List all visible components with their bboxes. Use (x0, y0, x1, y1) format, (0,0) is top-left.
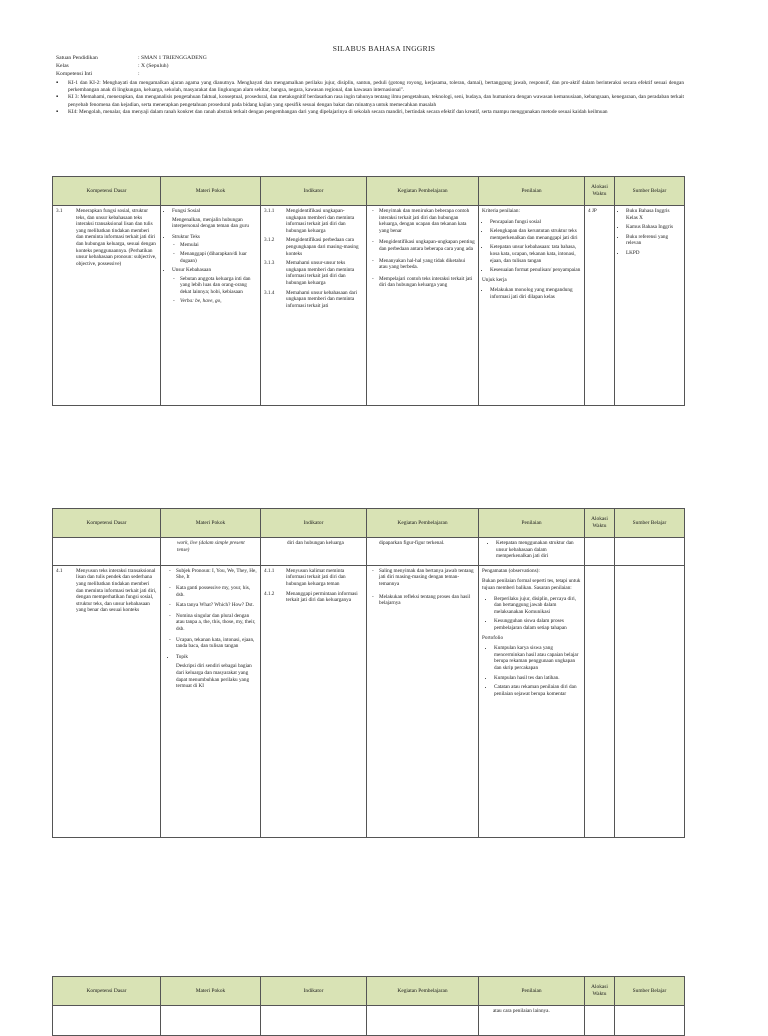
indikator-cell: diri dan hubungan keluarga (261, 538, 367, 566)
syllabus-table-2 (52, 508, 685, 838)
kd-text: Menerapkan fungsi sosial, struktur teks, dan unsur kebahasaan teks interaksi transaksional lisan dan tulis yang melibatkan tindakan memberi dan meminta informasi terkait jati diri dan hubungan keluarga, sesuai dengan konteks penggunaannya. (Perhatikan unsur kebahasaan pronoun: subjective, objective, possessive) (76, 208, 157, 267)
table-header-row (53, 177, 685, 206)
materi-subitem: - Ucapan, tekanan kata, intonasi, ejaan, tanda baca, dan tulisan tangan (176, 637, 257, 650)
materi-text: Mengenalkan, menjalin hubungan interpersonal dengan teman dan guru (172, 216, 249, 230)
alokasi-cell (585, 538, 615, 566)
info-value: : (138, 71, 140, 77)
kd-number: 3.1 (56, 208, 63, 214)
table-header-row (53, 509, 685, 538)
penilaian-item: • Berperilaku jujur, disiplin, percaya diri, dan bertanggung jawab dalam melaksanakan Komunikasi (494, 596, 581, 616)
materi-subitem: - Sebutan anggota keluarga inti dan yang lebih luas dan orang-orang dekat lainnya; hobi, kebiasaan (180, 276, 257, 296)
penilaian-heading: Unjuk kerja (482, 276, 507, 283)
info-label: Satuan Pendidikan (56, 55, 98, 61)
page-title: SILABUS BAHASA INGGRIS (332, 44, 436, 53)
penilaian-item: • Ketepatan unsur kebahasaan: tata bahasa, kosa kata, ucapan, tekanan kata, intonasi, ejaan, dan tulisan tangan (490, 244, 581, 264)
materi-cell (161, 1006, 261, 1036)
penilaian-cell: atau cara penilaian lainnya. (479, 1006, 585, 1036)
col-header: Materi Pokok (161, 177, 261, 206)
col-header: Penilaian (479, 509, 585, 538)
col-header: Indikator (261, 509, 367, 538)
table-row (53, 565, 685, 837)
table-row (53, 1006, 685, 1036)
penilaian-heading: Kriteria penilaian: (482, 208, 520, 214)
indikator-item: 3.1.1 Mengidentifikasi ungkapan-ungkapan memberi dan meminta informasi terkait jati diri dan hubungan keluarga (264, 208, 355, 234)
col-header: Sumber Belajar (615, 177, 685, 206)
kegiatan-cell (367, 565, 479, 837)
materi-heading: • Topik (176, 654, 257, 661)
info-label: Kompetensi Inti (56, 71, 93, 77)
sumber-cell (615, 565, 685, 837)
penilaian-item: • Melakukan monolog yang mengandung informasi jati diri dilapan kelas (490, 287, 581, 300)
materi-subitem: - Menanggapi (diharapkan/di luar dugaan) (180, 251, 257, 264)
materi-heading: Fungsi Sosial (172, 208, 201, 214)
ki-item: ▪ KI4: Mengolah, menalar, dan menyaji dalam ranah konkret dan ranah abstrak terkait dengan pengembangan dari yang dipelajarinya di sekolah secara mandiri, bertindak secara efektif dan kreatif, serta mampu menggunakan metode sesuai kaidah keilmuan (56, 109, 684, 116)
col-header: Penilaian (479, 177, 585, 206)
penilaian-item: • Kesesuaian format penulisan/ penyampaian (490, 267, 581, 274)
col-header: Alokasi Waktu (585, 177, 615, 206)
kegiatan-item: - Mempelajari contoh teks interaksi terkait jati diri dan hubungan keluarga yang (379, 276, 475, 289)
indikator-cell (261, 1006, 367, 1036)
sumber-item: • Buku referensi yang relevan (626, 234, 681, 247)
penilaian-cell (479, 538, 585, 566)
table-row (53, 206, 685, 406)
col-header: Kegiatan Pembelajaran (367, 509, 479, 538)
penilaian-text: Bukan penilaian formal seperti tes, tetapi untuk tujuan memberi balikan. Sasaran penilaian: (482, 578, 581, 591)
info-label: Kelas (56, 63, 69, 69)
materi-subitem: - Nomina singular dan plural dengan atau tanpa a, the, this, those, my, their, dsb. (176, 613, 257, 633)
materi-cell (161, 565, 261, 837)
ki-item: ▪ KI 3: Memahami, menerapkan, dan menganalisis pengetahuan faktual, konseptual, prosedural, dan metakognitif berdasarkan rasa ingin tahunya tentang ilmu pengetahuan, teknologi, seni, budaya, dan humaniora dengan wawasan kemanusiaan, kebangsaan, kenegaraan, dan peradaban terkait penyebab fenomena dan kejadian, serta menerapkan pengetahuan prosedural pada bidang kajian yang spesifik sesuai dengan bakat dan minatnya untuk memecahkan masalah (56, 94, 684, 108)
col-header: Penilaian (479, 977, 585, 1006)
col-header: Sumber Belajar (615, 509, 685, 538)
syllabus-table-3 (52, 976, 685, 1036)
kegiatan-item: - Mengidentifikasi ungkapan-ungkapan penting dan perbedaan antara beberapa cara yang ada (379, 239, 475, 252)
materi-subitem: - Kata ganti possessive my, your, his, dsb. (176, 585, 257, 598)
materi-text: Deskripsi diri sendiri sebagai bagian dari keluarga dan masyarakat yang dapat menumbuhkan perilaku yang termuat di KI (176, 663, 252, 690)
kd-number: 4.1 (56, 567, 63, 574)
col-header: Kegiatan Pembelajaran (367, 977, 479, 1006)
kd-cell (53, 206, 161, 406)
col-header: Kompetensi Dasar (53, 977, 161, 1006)
col-header: Indikator (261, 177, 367, 206)
materi-cell: work, live (dalam simple present tense) (161, 538, 261, 566)
indikator-cell (261, 565, 367, 837)
sumber-cell (615, 538, 685, 566)
materi-heading: Struktur Teks (172, 233, 200, 240)
table-header-row (53, 977, 685, 1006)
col-header: Materi Pokok (161, 509, 261, 538)
indikator-item: 3.1.3 Memahami unsur-unsur teks ungkapan memberi dan meminta informasi terkait jati diri dan hubungan keluarga (264, 260, 355, 286)
penilaian-cell (479, 206, 585, 406)
info-value: : X (Sepuluh) (138, 63, 169, 69)
kd-cell (53, 1006, 161, 1036)
penilaian-item: • Catatan atau rekaman penilaian diri dan penilaian sejawat berupa komentar (494, 684, 581, 697)
sumber-cell (615, 206, 685, 406)
syllabus-table-1 (52, 176, 685, 406)
indikator-item: 3.1.4 Memahami unsur kebahasaan dari ungkapan memberi dan meminta informasi terkait jati (264, 289, 358, 309)
penilaian-item: • Kumpulan hasil tes dan latihan. (494, 675, 581, 682)
alokasi-cell (585, 565, 615, 837)
kd-cell (53, 565, 161, 837)
kegiatan-cell (367, 206, 479, 406)
info-row-kelas (56, 63, 168, 69)
table-row (53, 538, 685, 566)
sumber-cell (615, 1006, 685, 1036)
kegiatan-cell: dipaparkan figur-figur terkenal. (367, 538, 479, 566)
info-value: : SMAN 1 TRIENGGADENG (138, 55, 207, 61)
penilaian-item: • Ketepatan menggunakan struktur dan unsur kebahasaan dalam memperkenalkan jati diri (496, 540, 581, 560)
penilaian-item: • Kumpulan karya siswa yang mencerminkan hasil atau capaian belajar berupa rekaman penggunaan ungkapan dan skrip percakapan (494, 645, 581, 671)
kegiatan-item: - Melakukan refleksi tentang proses dan hasil belajarnya (379, 594, 475, 607)
info-row-ki (56, 71, 140, 77)
col-header: Alokasi Waktu (585, 977, 615, 1006)
col-header: Indikator (261, 977, 367, 1006)
kegiatan-item: - Saling menyimak dan bertanya jawab tentang jati diri masing-masing dengan teman-temannya (379, 568, 475, 588)
col-header: Kompetensi Dasar (53, 509, 161, 538)
col-header: Kegiatan Pembelajaran (367, 177, 479, 206)
kd-text: Menyusun teks interaksi transaksional lisan dan tulis pendek dan sederhana yang melibatkan tindakan memberi dan meminta informasi terkait jati diri, dengan memperhatikan fungsi sosial, struktur teks, dan unsur kebahasaan yang benar dan sesuai konteks (76, 567, 157, 614)
materi-subitem: - Kata tanya What? Which? How? Dst. (176, 602, 257, 609)
indikator-item: 3.1.2 Mengidentifikasi perbedaan cara pengungkapan dari masing-masing konteks (264, 237, 359, 257)
penilaian-heading: Portofolio (482, 634, 504, 641)
indikator-cell (261, 206, 367, 406)
ki-item: ▪ KI-1 dan KI-2: Menghayati dan mengamalkan ajaran agama yang dianutnya. Menghayati dan mengamalkan perilaku jujur, disiplin, santun, peduli (gotong royong, kerjasama, toleran, damai), bertanggung jawab, responsif, dan pro-aktif dalam berinteraksi secara efektif sesuai dengan perkembangan anak di lingkungan, keluarga, sekolah, masyarakat dan lingkungan alam sekitar, bangsa, negara, kawasan regional, dan kawasan internasional". (56, 80, 684, 94)
kompetensi-inti-list (56, 80, 684, 116)
sumber-item: • LKPD (626, 250, 681, 257)
col-header: Materi Pokok (161, 977, 261, 1006)
materi-subitem: - Subjek Pronoun: I, You, We, They, He, She, It (176, 568, 257, 581)
materi-cell (161, 206, 261, 406)
indikator-item: 4.1.2 Menanggapi permintaan informasi terkait jati diri dan keluarganya (264, 590, 358, 604)
materi-subitem: - Memulai (180, 242, 257, 249)
penilaian-heading: Pengamatan (observations): (482, 567, 540, 574)
kegiatan-item: - Menanyakan hal-hal yang tidak diketahui atau yang berbeda. (379, 258, 475, 271)
penilaian-item: • Kelengkapan dan keruntutan struktur teks memperkenalkan dan menanggapi jati diri (490, 228, 581, 241)
alokasi-cell: 4 JP (585, 206, 615, 406)
col-header: Alokasi Waktu (585, 509, 615, 538)
kegiatan-item: - Menyimak dan menirukan beberapa contoh interaksi terkait jati diri dan hubungan keluarga, dengan ucapan dan tekanan kata yang benar (379, 208, 475, 234)
kd-cell (53, 538, 161, 566)
info-row-satuan (56, 55, 207, 61)
penilaian-item: • Pencapaian fungsi sosial (490, 219, 581, 226)
indikator-item: 4.1.1 Menyusun kalimat meminta informasi terkait jati diri dan hubungan keluarga teman (264, 567, 346, 587)
penilaian-item: • Kesungguhan siswa dalam proses pembelajaran dalam setiap tahapan (494, 618, 581, 631)
penilaian-cell (479, 565, 585, 837)
kegiatan-cell (367, 1006, 479, 1036)
materi-subitem: - Verba: be, have, go, (180, 298, 257, 305)
sumber-item: • Buku Bahasa Inggris Kelas X (626, 208, 681, 221)
alokasi-cell (585, 1006, 615, 1036)
sumber-item: • Kamus Bahasa Inggris (626, 224, 681, 231)
col-header: Sumber Belajar (615, 977, 685, 1006)
materi-heading: Unsur Kebahasaan (172, 267, 212, 274)
col-header: Kompetensi Dasar (53, 177, 161, 206)
